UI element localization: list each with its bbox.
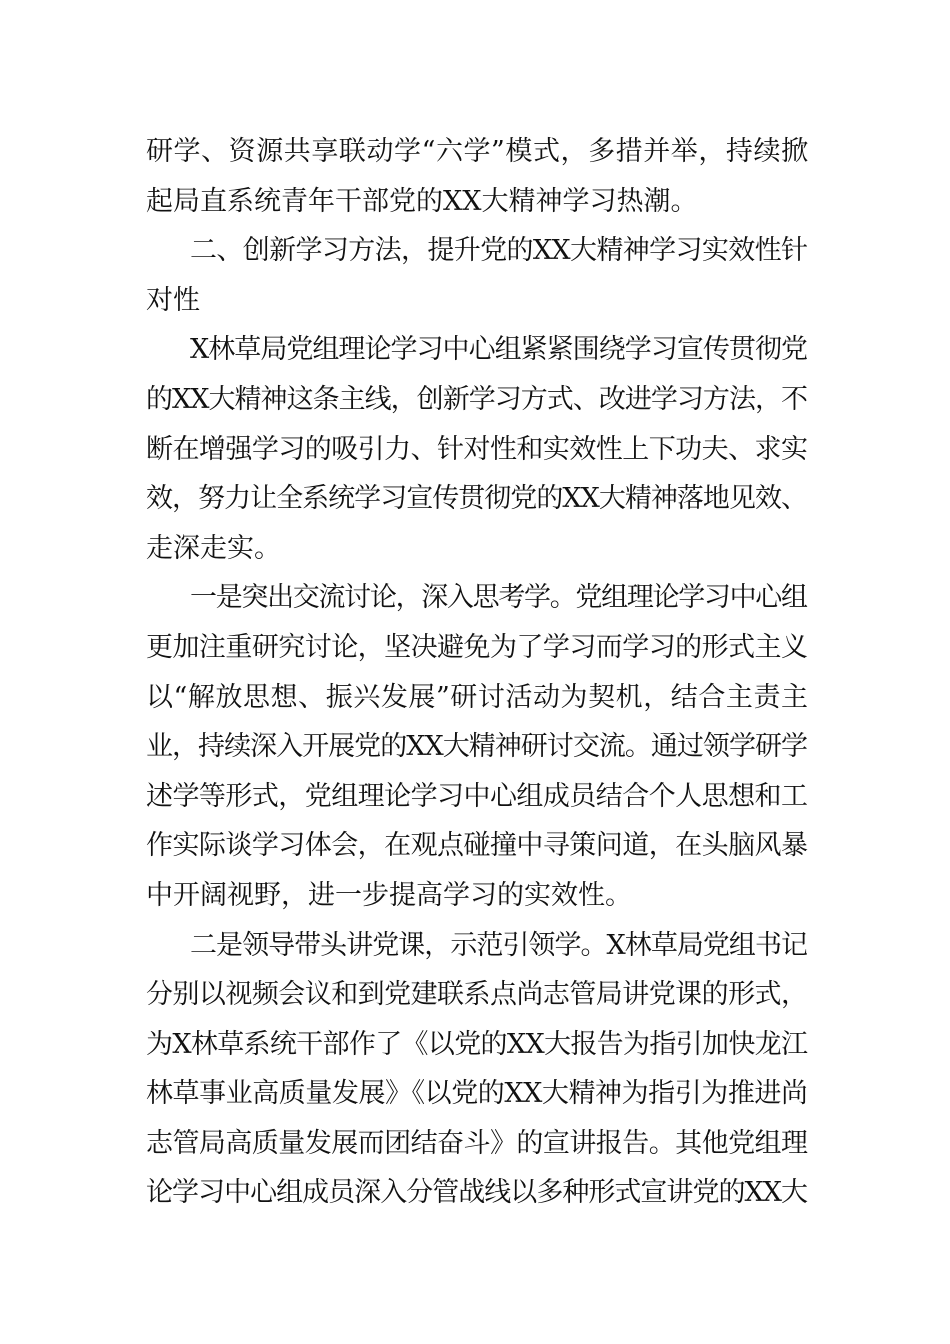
text-line: 效，努力让全系统学习宣传贯彻党的XX大精神落地见效、 [146,483,808,515]
text-line: 中开阔视野，进一步提高学习的实效性。 [146,879,632,911]
text-line: 业，持续深入开展党的XX大精神研讨交流。通过领学研学 [146,731,808,763]
text-line: 分别以视频会议和到党建联系点尚志管局讲党课的形式， [146,979,808,1011]
paragraph-start-line: 二是领导带头讲党课，示范引领学。X林草局党组书记 [190,929,808,961]
text-line: 走深走实。 [146,532,281,564]
text-line: 研学、资源共享联动学“六学”模式，多措并举，持续掀 [146,136,809,167]
text-line: 起局直系统青年干部党的XX大精神学习热潮。 [146,185,698,217]
text-line: 作实际谈学习体会，在观点碰撞中寻策问道，在头脑风暴 [146,830,808,862]
text-line: 为X林草系统干部作了《以党的XX大报告为指引加快龙江 [146,1028,808,1060]
paragraph-start-line: X林草局党组理论学习中心组紧紧围绕学习宣传贯彻党 [190,334,808,366]
text-line: 林草事业高质量发展》《以党的XX大精神为指引为推进尚 [146,1078,808,1110]
text-line: 断在增强学习的吸引力、针对性和实效性上下功夫、求实 [146,433,808,465]
text-line: 以“解放思想、振兴发展”研讨活动为契机，结合主责主 [146,681,809,713]
text-line: 的XX大精神这条主线，创新学习方式、改进学习方法，不 [146,383,808,415]
section-heading-line: 对性 [146,284,200,316]
text-line: 论学习中心组成员深入分管战线以多种形式宣讲党的XX大 [146,1177,808,1209]
text-line: 更加注重研究讨论，坚决避免为了学习而学习的形式主义 [146,631,808,663]
text-line: 志管局高质量发展而团结奋斗》的宣讲报告。其他党组理 [146,1127,808,1159]
paragraph-start-line: 一是突出交流讨论，深入思考学。党组理论学习中心组 [190,582,807,614]
document-body [146,127,808,1218]
section-heading-line: 二、创新学习方法，提升党的XX大精神学习实效性针 [190,235,808,267]
text-line: 述学等形式，党组理论学习中心组成员结合个人思想和工 [146,780,808,812]
